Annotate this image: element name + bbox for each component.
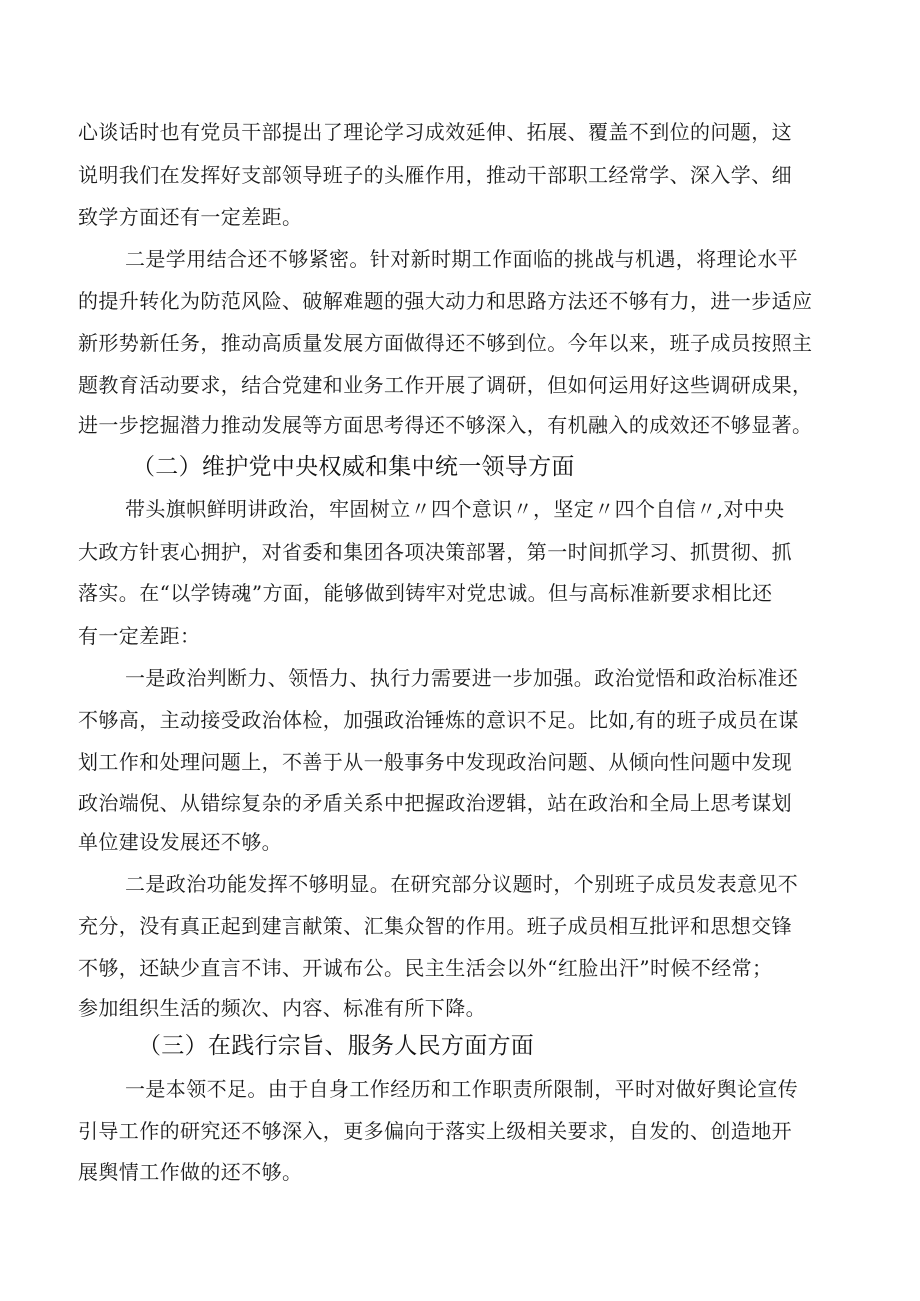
paragraph-line: 有一定差距：: [78, 624, 201, 648]
paragraph-line: 展舆情工作做的还不够。: [78, 1160, 303, 1184]
paragraph-line: 政治端倪、从错综复杂的矛盾关系中把握政治逻辑，站在政治和全局上思考谋划: [78, 791, 792, 815]
paragraph-line: 带头旗帜鲜明讲政治，牢固树立〃四个意识〃，坚定〃四个自信〃,对中央: [125, 497, 785, 521]
paragraph-line: 二是学用结合还不够紧密。针对新时期工作面临的挑战与机遇，将理论水平: [125, 247, 799, 271]
paragraph-line: 的提升转化为防范风险、破解难题的强大动力和思路方法还不够有力，进一步适应: [78, 289, 813, 313]
paragraph-line: 二是政治功能发挥不够明显。在研究部分议题时，个别班子成员发表意见不: [125, 872, 799, 896]
section-heading: （三）在践行宗旨、服务人民方面方面: [138, 1033, 535, 1059]
paragraph-line: 不够，还缺少直言不讳、开诚布公。民主生活会以外“红脸出汗”时候不经常；: [78, 956, 773, 980]
paragraph-line: 划工作和处理问题上，不善于从一般事务中发现政治问题、从倾向性问题中发现: [78, 750, 792, 774]
paragraph-line: 充分，没有真正起到建言献策、汇集众智的作用。班子成员相互批评和思想交锋: [78, 914, 792, 938]
paragraph-line: 引导工作的研究还不够深入，更多偏向于落实上级相关要求，自发的、创造地开: [78, 1119, 792, 1143]
paragraph-line: 参加组织生活的频次、内容、标准有所下降。: [78, 996, 486, 1020]
section-heading: （二）维护党中央权威和集中统一领导方面: [132, 454, 575, 480]
paragraph-line: 题教育活动要求，结合党建和业务工作开展了调研，但如何运用好这些调研成果，: [78, 373, 813, 397]
paragraph-line: 致学方面还有一定差距。: [78, 205, 303, 229]
paragraph-line: 说明我们在发挥好支部领导班子的头雁作用，推动干部职工经常学、深入学、细: [78, 163, 792, 187]
paragraph-line: 心谈话时也有党员干部提出了理论学习成效延伸、拓展、覆盖不到位的问题，这: [78, 120, 792, 144]
paragraph-line: 不够高，主动接受政治体检，加强政治锤炼的意识不足。比如,有的班子成员在谋: [78, 708, 799, 732]
paragraph-line: 新形势新任务，推动高质量发展方面做得还不够到位。今年以来，班子成员按照主: [78, 331, 813, 355]
paragraph-line: 单位建设发展还不够。: [78, 830, 282, 854]
paragraph-line: 进一步挖掘潜力推动发展等方面思考得还不够深入，有机融入的成效还不够显著。: [78, 413, 813, 437]
paragraph-line: 落实。在“以学铸魂”方面，能够做到铸牢对党忠诚。但与高标准新要求相比还: [78, 581, 773, 605]
paragraph-line: 大政方针衷心拥护，对省委和集团各项决策部署，第一时间抓学习、抓贯彻、抓: [78, 540, 792, 564]
paragraph-line: 一是政治判断力、领悟力、执行力需要进一步加强。政治觉悟和政治标准还: [125, 666, 799, 690]
paragraph-line: 一是本领不足。由于自身工作经历和工作职责所限制，平时对做好舆论宣传: [125, 1077, 799, 1101]
